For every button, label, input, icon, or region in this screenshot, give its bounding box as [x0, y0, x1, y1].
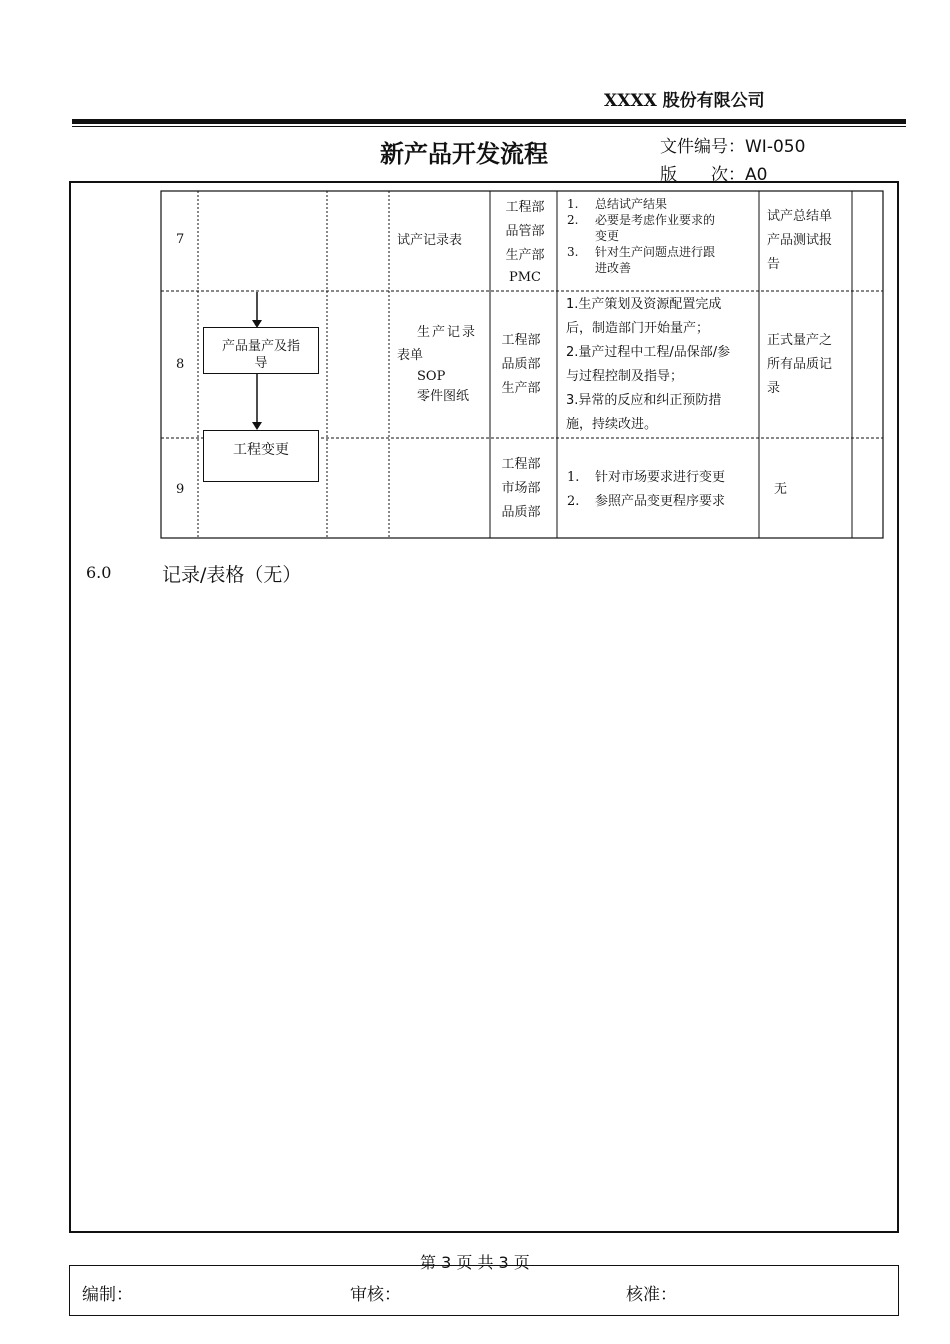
prepared-by-label: 编制： — [82, 1285, 133, 1305]
step-number: 8 — [176, 357, 185, 372]
form-name: 生产记录 表单 SOP 零件图纸 — [397, 325, 478, 404]
section-title: 记录/表格（无） — [162, 564, 302, 586]
record-list: 无 — [774, 482, 788, 497]
section-number: 6.0 — [86, 563, 112, 582]
signature-frame — [69, 1265, 899, 1316]
document-title: 新产品开发流程 — [380, 140, 548, 168]
responsible-depts: 工程部 市场部 品质部 — [501, 457, 541, 520]
reviewed-by-label: 审核： — [350, 1285, 401, 1305]
form-name: 试产记录表 — [397, 233, 463, 248]
action-list: 1.生产策划及资源配置完成 后，制造部门开始量产； 2.量产过程中工程/品保部/参 与过程控制及指导； 3.异常的反应和纠正预防措 施，持续改进。 — [566, 297, 731, 432]
responsible-depts: 工程部 品管部 生产部 PMC — [505, 200, 545, 285]
flow-step-box: 产品量产及指 导 — [203, 327, 319, 374]
record-list: 正式量产之 所有品质记 录 — [767, 333, 833, 396]
company-name: XXXX 股份有限公司 — [604, 91, 765, 111]
approved-by-label: 核准： — [626, 1285, 677, 1305]
step-number: 9 — [176, 482, 185, 497]
document-number: 文件编号：WI-050 — [660, 137, 806, 157]
document-version: 版 次：A0 — [660, 165, 768, 185]
record-list: 试产总结单 产品测试报 告 — [767, 209, 833, 272]
action-list: 1. 针对市场要求进行变更 2. 参照产品变更程序要求 — [567, 470, 726, 509]
page-number: 第 3 页 共 3 页 — [420, 1253, 530, 1272]
action-list: 1. 总结试产结果 2. 必要是考虑作业要求的 变更 3. 针对生产问题点进行跟 进改善 — [567, 197, 716, 275]
responsible-depts: 工程部 品质部 生产部 — [501, 333, 541, 396]
step-number: 7 — [176, 232, 185, 247]
process-table-grid — [0, 0, 950, 600]
flow-step-box: 工程变更 — [203, 430, 319, 482]
